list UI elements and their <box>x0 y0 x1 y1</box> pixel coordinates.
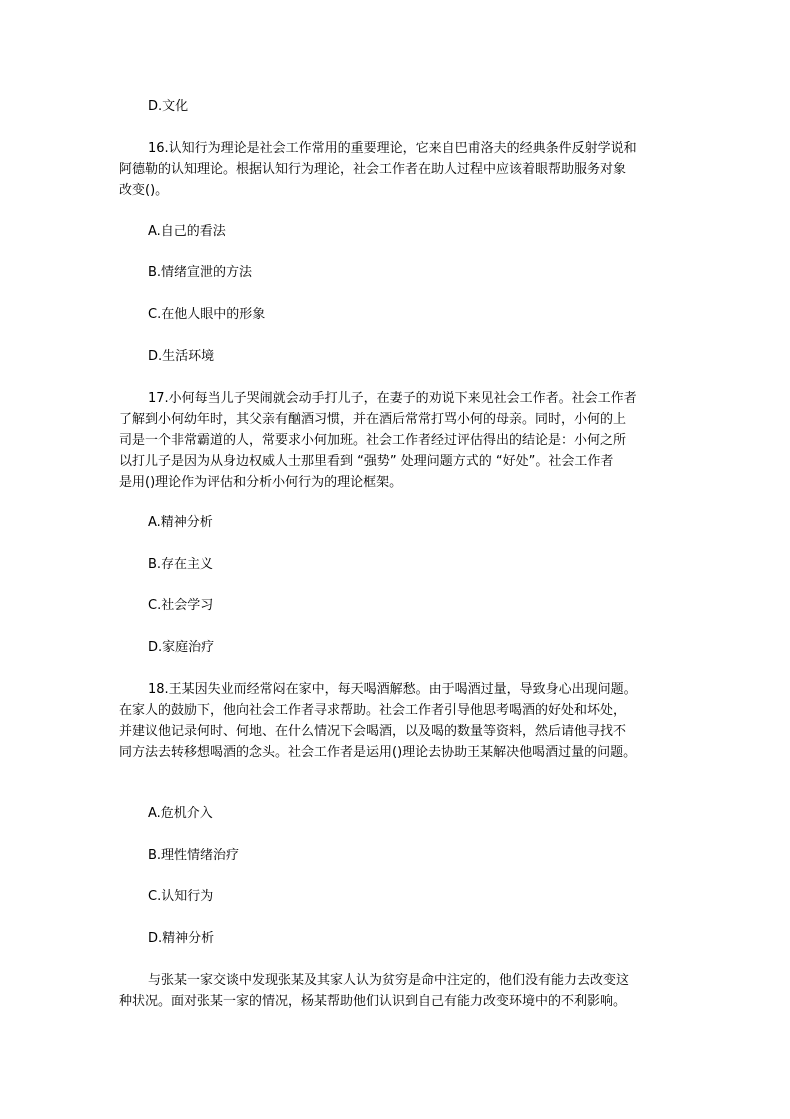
q17-option-d: D.家庭治疗 <box>148 640 215 655</box>
q17-stem <box>119 388 679 493</box>
q16-option-d: D.生活环境 <box>148 349 215 364</box>
q17-stem-line: 了解到小何幼年时，其父亲有酗酒习惯，并在酒后常常打骂小何的母亲。同时，小何的上 <box>119 412 627 427</box>
q17-stem-line: 是用()理论作为评估和分析小何行为的理论框架。 <box>119 475 403 490</box>
q15-option-d: D.文化 <box>148 99 189 114</box>
q18-stem-line: 在家人的鼓励下，他向社会工作者寻求帮助。社会工作者引导他思考喝酒的好处和坏处， <box>119 703 627 718</box>
q16-stem-line: 改变()。 <box>119 183 169 198</box>
q18-option-b: B.理性情绪治疗 <box>148 848 240 863</box>
q16-stem <box>119 138 679 201</box>
q17-stem-line: 17.小何每当儿子哭闹就会动手打儿子，在妻子的劝说下来见社会工作者。社会工作者 <box>148 391 637 406</box>
q18-stem <box>119 679 679 763</box>
q17-stem-line: 以打儿子是因为从身边权威人士那里看到 “强势” 处理问题方式的 “好处”。社会工作者 <box>119 454 614 469</box>
q16-option-c: C.在他人眼中的形象 <box>148 307 266 322</box>
q18-option-c: C.认知行为 <box>148 889 214 904</box>
q18-stem-line: 18.王某因失业而经常闷在家中，每天喝酒解愁。由于喝酒过量，导致身心出现问题。 <box>148 682 637 697</box>
q16-stem-line: 阿德勒的认知理论。根据认知行为理论，社会工作者在助人过程中应该着眼帮助服务对象 <box>119 162 627 177</box>
q19-stem <box>119 970 679 1012</box>
q18-stem-line: 同方法去转移想喝酒的念头。社会工作者是运用()理论去协助王某解决他喝酒过量的问题。 <box>119 745 637 760</box>
q17-option-c: C.社会学习 <box>148 598 214 613</box>
q18-option-d: D.精神分析 <box>148 931 215 946</box>
q17-stem-line: 司是一个非常霸道的人，常要求小何加班。社会工作者经过评估得出的结论是：小何之所 <box>119 433 627 448</box>
q17-option-b: B.存在主义 <box>148 557 214 572</box>
q19-stem-line: 种状况。面对张某一家的情况，杨某帮助他们认识到自己有能力改变环境中的不利影响。 <box>119 994 627 1009</box>
q16-option-a: A.自己的看法 <box>148 224 226 239</box>
q17-option-a: A.精神分析 <box>148 515 213 530</box>
q16-option-b: B.情绪宣泄的方法 <box>148 265 253 280</box>
q19-stem-line: 与张某一家交谈中发现张某及其家人认为贫穷是命中注定的，他们没有能力去改变这 <box>148 973 630 988</box>
q18-stem-line: 并建议他记录何时、何地、在什么情况下会喝酒，以及喝的数量等资料，然后请他寻找不 <box>119 724 627 739</box>
q18-option-a: A.危机介入 <box>148 806 213 821</box>
q16-stem-line: 16.认知行为理论是社会工作常用的重要理论，它来自巴甫洛夫的经典条件反射学说和 <box>148 141 637 156</box>
